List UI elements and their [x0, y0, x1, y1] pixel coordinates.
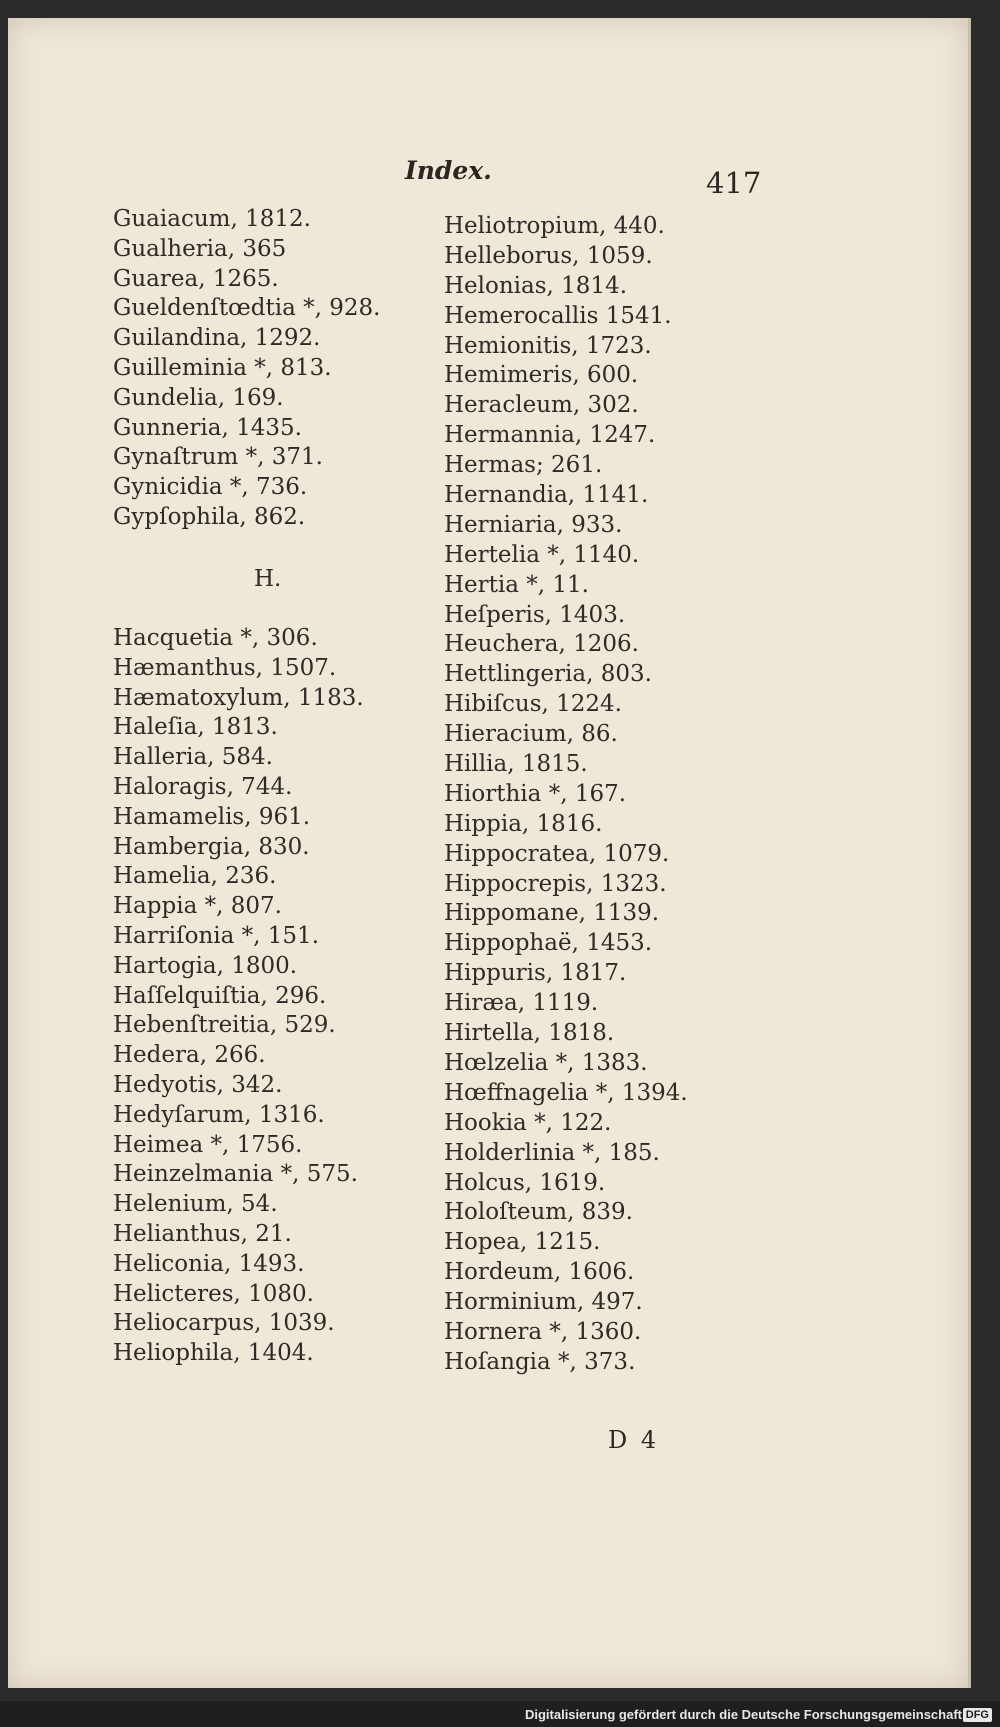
index-entry: Gynaſtrum *, 371.: [113, 444, 323, 471]
index-entry: Hippophaë, 1453.: [444, 930, 653, 957]
index-entry: Hœffnagelia *, 1394.: [444, 1079, 688, 1106]
index-entry: Halleria, 584.: [113, 744, 273, 771]
index-entry: Hoſangia *, 373.: [444, 1348, 636, 1375]
section-letter-heading: H.: [254, 566, 282, 592]
page-number: 417: [706, 166, 762, 200]
index-entry: Hemionitis, 1723.: [444, 332, 652, 359]
index-entry: Hippocratea, 1079.: [444, 840, 670, 867]
index-entry: Heliotropium, 440.: [444, 213, 665, 239]
index-entry: Hœlzelia *, 1383.: [444, 1049, 648, 1076]
index-entry: Hiorthia *, 167.: [444, 780, 627, 807]
index-entry: Gypſophila, 862.: [113, 503, 306, 530]
index-entry: Heuchera, 1206.: [444, 631, 639, 658]
index-entry: Guaiacum, 1812.: [113, 206, 311, 232]
index-column-left-h: [113, 624, 413, 1369]
index-entry: Holderlinia *, 185.: [444, 1139, 660, 1166]
index-entry: Hermannia, 1247.: [444, 422, 656, 449]
index-entry: Helianthus, 21.: [113, 1220, 292, 1247]
index-entry: Helleborus, 1059.: [444, 242, 653, 269]
index-entry: Gualheria, 365: [113, 235, 287, 262]
index-entry: Gunneria, 1435.: [113, 414, 302, 441]
index-entry: Hambergia, 830.: [113, 833, 310, 860]
index-entry: Hamelia, 236.: [113, 863, 277, 890]
running-head: Index.: [405, 156, 492, 185]
index-entry: Hippomane, 1139.: [444, 900, 660, 927]
index-entry: Hedera, 266.: [113, 1042, 266, 1069]
book-page: [8, 18, 971, 1688]
index-entry: Heinzelmania *, 575.: [113, 1161, 358, 1188]
footer-bar: [0, 1701, 1000, 1727]
index-entry: Hiræa, 1119.: [444, 990, 599, 1017]
index-entry: Haſſelquiſtia, 296.: [113, 982, 327, 1009]
index-entry: Holoſteum, 839.: [444, 1199, 633, 1226]
index-entry: Guilleminia *, 813.: [113, 354, 332, 381]
index-entry: Hornera *, 1360.: [444, 1318, 642, 1345]
index-entry: Hæmatoxylum, 1183.: [113, 684, 364, 711]
index-entry: Heſperis, 1403.: [444, 601, 626, 628]
index-entry: Heliconia, 1493.: [113, 1250, 305, 1277]
index-entry: Hermas; 261.: [444, 452, 603, 479]
index-entry: Hamamelis, 961.: [113, 803, 311, 830]
index-entry: Hippocrepis, 1323.: [444, 870, 667, 897]
index-entry: Hertelia *, 1140.: [444, 541, 640, 568]
index-entry: Hookia *, 122.: [444, 1109, 612, 1136]
index-column-right: [444, 212, 774, 1378]
index-entry: Hedyotis, 342.: [113, 1071, 283, 1098]
index-entry: Guilandina, 1292.: [113, 325, 321, 352]
index-entry: Harriſonia *, 151.: [113, 922, 320, 949]
index-entry: Hieracium, 86.: [444, 721, 618, 748]
index-entry: Helenium, 54.: [113, 1191, 278, 1218]
index-entry: Heliocarpus, 1039.: [113, 1310, 335, 1337]
index-entry: Hemerocallis 1541.: [444, 302, 672, 329]
index-entry: Hemimeris, 600.: [444, 362, 639, 389]
index-entry: Hedyſarum, 1316.: [113, 1101, 325, 1128]
index-entry: Hartogia, 1800.: [113, 952, 298, 979]
index-entry: Haloragis, 744.: [113, 773, 293, 800]
index-entry: Horminium, 497.: [444, 1289, 643, 1316]
index-entry: Heracleum, 302.: [444, 392, 639, 419]
index-column-left-g: [113, 205, 413, 533]
index-entry: Helicteres, 1080.: [113, 1280, 314, 1307]
index-entry: Hirtella, 1818.: [444, 1020, 615, 1047]
index-entry: Hippuris, 1817.: [444, 960, 627, 987]
index-entry: Happia *, 807.: [113, 893, 282, 920]
index-entry: Hordeum, 1606.: [444, 1259, 635, 1286]
index-entry: Gynicidia *, 736.: [113, 474, 308, 501]
index-entry: Hibiſcus, 1224.: [444, 691, 622, 718]
index-entry: Heimea *, 1756.: [113, 1131, 303, 1158]
index-entry: Hertia *, 11.: [444, 571, 589, 598]
index-entry: Helonias, 1814.: [444, 272, 628, 299]
index-entry: Hopea, 1215.: [444, 1229, 601, 1256]
index-entry: Hippia, 1816.: [444, 810, 603, 837]
index-entry: Hillia, 1815.: [444, 751, 588, 778]
index-entry: Hettlingeria, 803.: [444, 661, 652, 688]
index-entry: Heliophila, 1404.: [113, 1340, 314, 1367]
index-entry: Guarea, 1265.: [113, 265, 279, 292]
index-entry: Hebenſtreitia, 529.: [113, 1012, 336, 1039]
dfg-logo-icon: DFG: [963, 1708, 992, 1722]
index-entry: Hacquetia *, 306.: [113, 625, 318, 651]
signature-mark: D 4: [608, 1426, 660, 1454]
index-entry: Hernandia, 1141.: [444, 482, 649, 509]
index-entry: Gundelia, 169.: [113, 384, 284, 411]
index-entry: Herniaria, 933.: [444, 511, 623, 538]
footer-credit: Digitalisierung gefördert durch die Deutsche Forschungsgemeinschaft: [524, 1707, 962, 1722]
index-entry: Gueldenſtœdtia *, 928.: [113, 295, 381, 322]
index-entry: Holcus, 1619.: [444, 1169, 606, 1196]
index-entry: Haleſia, 1813.: [113, 714, 278, 741]
index-entry: Hæmanthus, 1507.: [113, 654, 337, 681]
